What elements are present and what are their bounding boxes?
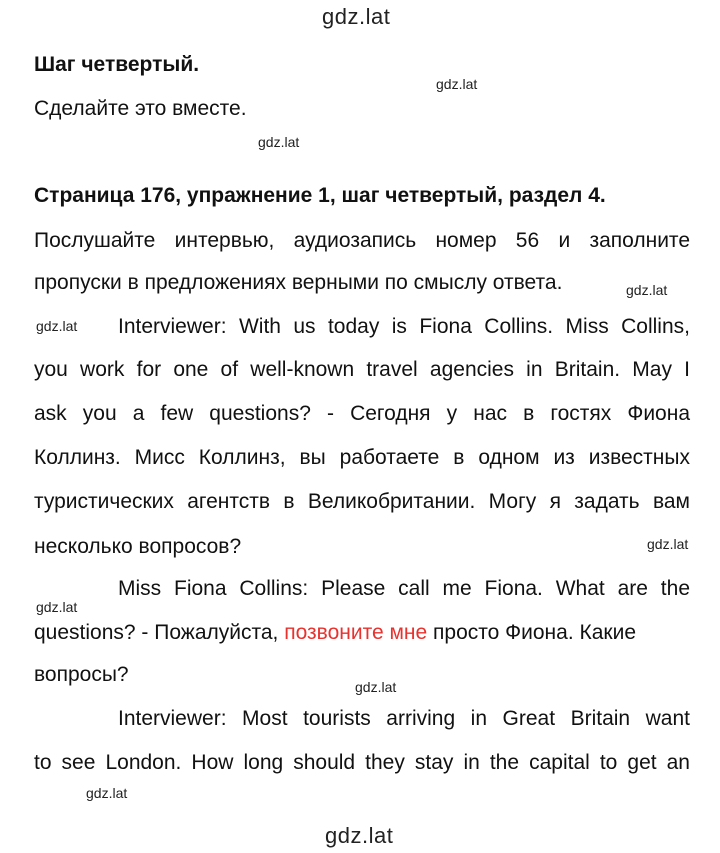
watermark-top: gdz.lat [322, 4, 391, 29]
paragraph-line: Коллинз. Мисс Коллинз, вы работаете в одном из известных [34, 446, 690, 469]
do-together-text: Сделайте это вместе. [34, 97, 247, 120]
watermark: gdz.lat [86, 785, 128, 801]
watermark: gdz.lat [626, 282, 668, 298]
paragraph-line: Interviewer: Most tourists arriving in Great Britain want [118, 707, 690, 730]
paragraph-line: вопросы? [34, 663, 129, 686]
step-heading: Шаг четвертый. [34, 53, 200, 76]
paragraph-line: you work for one of well-known travel agencies in Britain. May I [34, 358, 690, 381]
paragraph-line: туристических агентств в Великобритании. Могу я задать вам [34, 490, 690, 513]
paragraph-line [34, 621, 690, 645]
paragraph-text: questions? - Пожалуйста, [34, 621, 285, 644]
paragraph-line: несколько вопросов? [34, 535, 242, 558]
paragraph-line: Interviewer: With us today is Fiona Collins. Miss Collins, [118, 315, 690, 338]
instruction-line: Послушайте интервью, аудиозапись номер 56 и заполните [34, 229, 690, 252]
paragraph-line: ask you a few questions? - Сегодня у нас в гостях Фиона [34, 402, 690, 425]
paragraph-line: Miss Fiona Collins: Please call me Fiona. What are the [118, 577, 690, 600]
highlighted-answer: позвоните мне [284, 621, 428, 644]
paragraph-line: to see London. How long should they stay in the capital to get an [34, 751, 690, 774]
watermark: gdz.lat [36, 318, 78, 334]
watermark: gdz.lat [258, 134, 300, 150]
watermark: gdz.lat [36, 599, 78, 615]
watermark: gdz.lat [436, 76, 478, 92]
instruction-line: пропуски в предложениях верными по смыслу ответа. [34, 271, 563, 294]
watermark-bottom: gdz.lat [325, 823, 394, 848]
paragraph-text: просто Фиона. Какие [427, 621, 636, 644]
section-heading: Страница 176, упражнение 1, шаг четвертый, раздел 4. [34, 184, 606, 207]
watermark: gdz.lat [647, 536, 689, 552]
watermark: gdz.lat [355, 679, 397, 695]
